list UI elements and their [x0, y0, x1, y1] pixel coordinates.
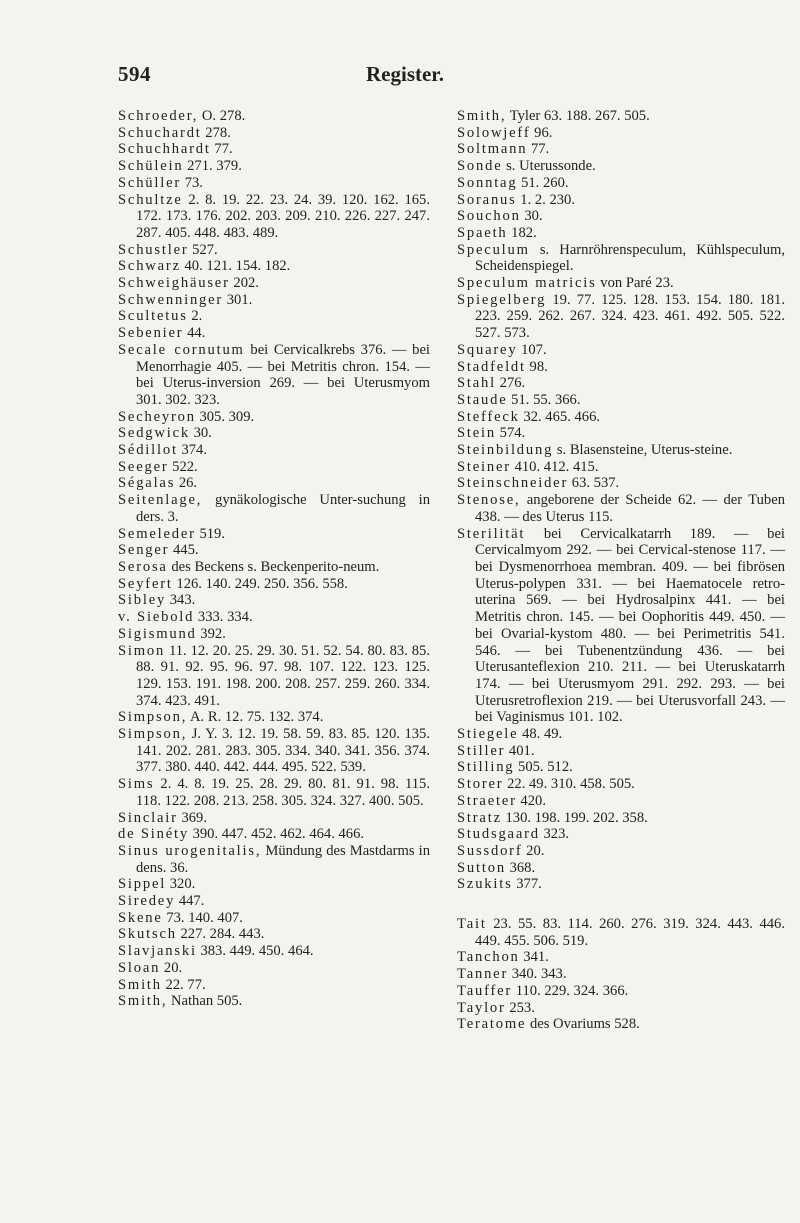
index-entry — [118, 192, 430, 242]
entry-references: 40. 121. 154. 182. — [180, 258, 291, 275]
entry-name: Slavjanski — [118, 943, 197, 960]
entry-name: Steinschneider — [457, 475, 569, 492]
entry-references: 505. 512. — [514, 759, 573, 776]
entry-references: 519. — [195, 525, 225, 542]
index-entry — [118, 893, 430, 910]
entry-name: Sloan — [118, 959, 161, 976]
index-entry — [457, 108, 785, 125]
entry-name: Simpson, — [118, 709, 188, 726]
entry-references: 22. 49. 310. 458. 505. — [503, 776, 635, 793]
index-entry — [118, 292, 430, 309]
entry-name: Ségalas — [118, 475, 176, 492]
index-entry — [457, 826, 785, 843]
index-entry — [118, 409, 430, 426]
entry-name: Sibley — [118, 592, 167, 609]
index-entry — [118, 876, 430, 893]
index-entry — [118, 559, 430, 576]
entry-references: s. Harnröhrenspeculum, Kühlspeculum, Scheidenspiegel. — [475, 241, 785, 275]
index-entry — [457, 292, 785, 342]
entry-references: 63. 537. — [568, 475, 620, 492]
entry-name: Schroeder, — [118, 108, 199, 124]
entry-name: Straeter — [457, 792, 517, 809]
entry-references: 301. — [223, 291, 253, 308]
entry-name: Siredey — [118, 893, 176, 910]
entry-name: Schwenninger — [118, 291, 224, 308]
entry-references: 369. — [177, 809, 207, 826]
entry-references: 278. — [201, 124, 231, 141]
index-entry — [457, 225, 785, 242]
entry-references: 341. — [519, 949, 549, 966]
index-entry — [118, 492, 430, 525]
index-entry — [457, 726, 785, 743]
entry-name: Speculum — [457, 241, 530, 258]
index-entry — [118, 108, 430, 125]
index-column-right — [457, 108, 785, 1033]
entry-references: 51. 260. — [517, 174, 569, 191]
entry-name: Souchon — [457, 208, 521, 225]
index-entry — [118, 592, 430, 609]
entry-references: 26. — [175, 475, 198, 492]
entry-name: Stenose, — [457, 492, 521, 509]
index-entry — [118, 726, 430, 776]
entry-references: 30. — [520, 208, 543, 225]
entry-name: Simon — [118, 642, 166, 659]
entry-references: 447. — [175, 893, 205, 910]
entry-references: 377. — [512, 876, 542, 893]
index-entry — [457, 409, 785, 426]
entry-name: Soranus — [457, 191, 517, 208]
entry-references: 227. 284. 443. — [176, 926, 265, 943]
index-entry — [457, 810, 785, 827]
index-entry — [457, 949, 785, 966]
entry-references: 333. 334. — [194, 609, 253, 626]
entry-references: 253. — [505, 999, 535, 1016]
entry-references: 2. 4. 8. 19. 25. 28. 29. 80. 81. 91. 98. 115. 118. 122. 208. 213. 258. 305. 324. 327. 400. 505. — [136, 776, 430, 809]
index-entry — [118, 977, 430, 994]
entry-references: 73. 140. 407. — [162, 909, 243, 926]
index-entry — [457, 916, 785, 949]
running-title: Register. — [366, 62, 444, 86]
entry-references: angeborene der Scheide 62. — der Tuben 438. — des Uterus 115. — [475, 492, 785, 525]
entry-references: 271. 379. — [183, 158, 242, 175]
entry-name: Secale cornutum — [118, 341, 245, 358]
entry-name: Storer — [457, 776, 504, 793]
index-entry — [118, 526, 430, 543]
entry-references: 390. 447. 452. 462. 464. 466. — [188, 826, 365, 843]
entry-references: 73. — [181, 174, 203, 191]
index-entry — [457, 375, 785, 392]
entry-references: 77. — [527, 141, 550, 158]
entry-name: Sippel — [118, 876, 167, 893]
index-entry — [118, 459, 430, 476]
entry-name: Steffeck — [457, 408, 520, 425]
index-entry — [118, 943, 430, 960]
entry-name: Sédillot — [118, 442, 178, 459]
entry-references: 340. 343. — [508, 966, 567, 983]
entry-name: Sonntag — [457, 174, 518, 191]
index-entry — [118, 141, 430, 158]
index-entry — [457, 392, 785, 409]
entry-name: Semeleder — [118, 525, 196, 542]
index-entry — [118, 158, 430, 175]
entry-name: Sinus urogenitalis, — [118, 842, 262, 859]
index-entry — [118, 643, 430, 710]
entry-references: 420. — [516, 792, 546, 809]
entry-name: Simpson, — [118, 726, 188, 743]
entry-name: Speculum matricis — [457, 275, 597, 292]
entry-references: 323. — [539, 826, 570, 843]
entry-name: Sussdorf — [457, 842, 523, 859]
index-entry — [457, 425, 785, 442]
index-entry — [457, 793, 785, 810]
index-entry — [457, 275, 785, 292]
index-entry — [457, 342, 785, 359]
entry-references: des Beckens s. Beckenperito-neum. — [167, 558, 380, 575]
entry-name: Schüller — [118, 174, 182, 191]
entry-references: 2. — [187, 308, 203, 325]
entry-references: 445. — [169, 542, 199, 559]
index-entry — [118, 275, 430, 292]
entry-references: 19. 77. 125. 128. 153. 154. 180. 181. 223. 259. 262. 267. 324. 423. 461. 492. 505. 522. 527. 573. — [475, 291, 785, 342]
index-entry — [118, 810, 430, 827]
entry-name: Smith, — [457, 108, 507, 124]
entry-name: Schweighäuser — [118, 275, 230, 292]
entry-name: Tanner — [457, 966, 509, 983]
index-entry — [457, 175, 785, 192]
index-entry — [457, 966, 785, 983]
entry-name: Stahl — [457, 375, 496, 392]
entry-references: 305. 309. — [195, 408, 255, 425]
entry-name: Smith — [118, 976, 162, 993]
index-entry — [118, 826, 430, 843]
entry-references: 202. — [229, 275, 259, 292]
entry-name: Skene — [118, 909, 163, 926]
index-entry — [118, 442, 430, 459]
index-entry — [457, 843, 785, 860]
entry-name: Schuchardt — [118, 124, 202, 141]
index-entry — [118, 425, 430, 442]
entry-name: Scultetus — [118, 308, 188, 325]
index-entry — [118, 843, 430, 876]
entry-name: Tait — [457, 916, 487, 933]
index-entry — [457, 192, 785, 209]
index-entry — [118, 242, 430, 259]
index-column-left — [118, 108, 430, 1010]
entry-name: Steinbildung — [457, 442, 554, 459]
index-entry — [118, 960, 430, 977]
index-entry — [457, 442, 785, 459]
index-entry — [118, 175, 430, 192]
entry-references: 22. 77. — [161, 976, 206, 993]
entry-references: 343. — [166, 592, 196, 609]
entry-name: Spiegelberg — [457, 291, 547, 308]
entry-references: 276. — [496, 375, 526, 392]
entry-name: Stein — [457, 425, 496, 442]
entry-references: bei Cervicalkrebs 376. — bei Menorrhagie 405. — bei Metritis chron. 154. — bei Uterus-inversion 269. — bei Uterusmyom 301. 302. 323. — [136, 341, 430, 408]
entry-references: 23. 55. 83. 114. 260. 276. 319. 324. 443. 446. 449. 455. 506. 519. — [475, 916, 785, 949]
entry-name: Taylor — [457, 999, 506, 1016]
entry-name: Sonde — [457, 158, 503, 175]
entry-name: Solowjeff — [457, 124, 531, 141]
index-entry — [457, 776, 785, 793]
entry-name: Schülein — [118, 158, 184, 175]
entry-name: Seeger — [118, 458, 169, 475]
index-entry — [118, 609, 430, 626]
index-entry — [457, 743, 785, 760]
entry-name: Sedgwick — [118, 425, 190, 442]
entry-references: 182. — [507, 224, 537, 241]
entry-references: 522. — [168, 458, 198, 475]
page-number: 594 — [118, 62, 151, 86]
entry-references: 11. 12. 20. 25. 29. 30. 51. 52. 54. 80. 83. 85. 88. 91. 92. 95. 96. 97. 98. 107. 122. 123. 125. 129. 153. 191. 198. 200. 208. 257. 259. 260. 334. 374. 423. 491. — [136, 642, 430, 709]
index-entry — [457, 158, 785, 175]
entry-references: J. Y. 3. 12. 19. 58. 59. 83. 85. 120. 135. 141. 202. 281. 283. 305. 334. 340. 341. 356. 374. 377. 380. 440. 442. 444. 495. 522. 539. — [136, 726, 430, 776]
entry-name: v. Siebold — [118, 609, 195, 626]
entry-references: O. 278. — [198, 108, 246, 124]
entry-name: Staude — [457, 391, 508, 408]
entry-name: Stratz — [457, 809, 502, 826]
entry-name: Sigismund — [118, 625, 197, 642]
entry-name: Sinclair — [118, 809, 178, 826]
entry-name: Squarey — [457, 341, 518, 358]
index-entry — [457, 876, 785, 893]
entry-name: Szukits — [457, 876, 513, 893]
entry-references: s. Blasensteine, Uterus-steine. — [553, 442, 733, 459]
entry-references: gynäkologische Unter-suchung in ders. 3. — [136, 492, 430, 525]
entry-name: Studsgaard — [457, 826, 540, 843]
index-entry — [118, 258, 430, 275]
entry-name: Spaeth — [457, 224, 508, 241]
entry-name: Serosa — [118, 558, 168, 575]
entry-name: Stilling — [457, 759, 515, 776]
index-entry — [118, 325, 430, 342]
entry-references: 574. — [496, 425, 526, 442]
index-entry — [118, 910, 430, 927]
entry-name: Seyfert — [118, 575, 173, 592]
index-entry — [118, 576, 430, 593]
entry-name: Seitenlage, — [118, 492, 203, 509]
entry-references: 401. — [505, 742, 535, 759]
entry-name: Sebenier — [118, 325, 184, 342]
index-entry — [118, 308, 430, 325]
entry-references: 51. 55. 366. — [507, 391, 581, 408]
entry-references: s. Uterussonde. — [502, 158, 596, 175]
entry-references: 130. 198. 199. 202. 358. — [501, 809, 648, 826]
index-entry — [457, 242, 785, 275]
entry-references: 44. — [183, 325, 206, 342]
index-entry — [118, 709, 430, 726]
index-entry — [457, 475, 785, 492]
index-entry — [118, 926, 430, 943]
index-entry — [457, 983, 785, 1000]
index-entry — [118, 125, 430, 142]
index-entry — [457, 141, 785, 158]
entry-name: Soltmann — [457, 141, 528, 158]
entry-name: Steiner — [457, 458, 511, 475]
index-entry — [457, 459, 785, 476]
entry-name: Stiller — [457, 742, 506, 759]
index-entry — [457, 492, 785, 525]
entry-references: 1. 2. 230. — [516, 191, 575, 208]
index-entry — [457, 860, 785, 877]
entry-name: Tanchon — [457, 949, 520, 966]
entry-references: 20. — [522, 842, 545, 859]
entry-references: A. R. 12. 75. 132. 374. — [187, 709, 324, 726]
entry-references: 48. 49. — [518, 726, 563, 743]
index-entry — [457, 759, 785, 776]
entry-name: Tauffer — [457, 982, 513, 999]
entry-references: des Ovariums 528. — [526, 1016, 640, 1033]
index-entry — [457, 1016, 785, 1033]
entry-references: 96. — [530, 124, 553, 141]
entry-references: 410. 412. 415. — [510, 458, 599, 475]
entry-references: Nathan 505. — [167, 993, 243, 1010]
entry-name: Sutton — [457, 859, 506, 876]
entry-name: Sims — [118, 776, 155, 793]
entry-name: Sterilität — [457, 525, 526, 542]
entry-references: 77. — [210, 141, 233, 158]
entry-name: Stiegele — [457, 726, 519, 743]
entry-references: von Paré 23. — [596, 275, 674, 292]
entry-name: de Sinéty — [118, 826, 189, 843]
entry-name: Skutsch — [118, 926, 177, 943]
entry-references: 107. — [517, 341, 547, 358]
entry-references: 30. — [189, 425, 212, 442]
index-entry — [118, 626, 430, 643]
entry-name: Secheyron — [118, 408, 196, 425]
entry-references: 110. 229. 324. 366. — [512, 982, 629, 999]
entry-name: Schultze — [118, 191, 183, 208]
entry-references: Mündung des Mastdarms in dens. 36. — [136, 842, 431, 876]
page-header — [0, 62, 800, 92]
entry-references: 32. 465. 466. — [519, 408, 601, 425]
index-entry — [457, 526, 785, 726]
index-entry — [457, 208, 785, 225]
entry-references: 392. — [196, 625, 226, 642]
index-entry — [457, 1000, 785, 1017]
entry-name: Smith, — [118, 993, 168, 1010]
index-entry — [457, 359, 785, 376]
index-entry — [118, 475, 430, 492]
entry-references: 320. — [166, 876, 196, 893]
index-entry — [118, 342, 430, 409]
entry-references: 20. — [160, 959, 183, 976]
entry-name: Schwarz — [118, 258, 181, 275]
entry-name: Senger — [118, 542, 170, 559]
index-entry — [118, 776, 430, 809]
entry-references: bei Cervicalkatarrh 189. — bei Cervicalmyom 292. — bei Cervical-stenose 117. — bei Dysmenorrhoea membran. 409. — bei fibrösen Uterus-polypen 331. — bei Haematocele retro-uterina 569. — bei Hydrosalpinx 441. — bei Metritis chron. 145. — bei Oophoritis 449. 450. — bei Ovarial-kystom 480. — bei Perimetritis 541. 546. — bei Tubenentzündung 436. — bei Uterusanteflexion 210. 211. — bei Uteruskatarrh 174. — bei Uterusmyom 291. 292. 293. — bei Uterusretroflexion 219. — bei Uterusvorfall 243. — bei Vaginismus 101. 102. — [475, 525, 785, 726]
index-entry — [118, 993, 430, 1010]
entry-references: 383. 449. 450. 464. — [196, 943, 314, 960]
entry-references: 368. — [505, 859, 536, 876]
entry-name: Schustler — [118, 241, 189, 258]
index-entry — [118, 542, 430, 559]
index-entry — [457, 125, 785, 142]
entry-references: 126. 140. 249. 250. 356. 558. — [172, 575, 348, 592]
entry-references: Tyler 63. 188. 267. 505. — [506, 108, 650, 124]
entry-references: 374. — [177, 442, 207, 459]
entry-name: Schuchhardt — [118, 141, 211, 158]
entry-references: 527. — [188, 241, 218, 258]
entry-references: 2. 8. 19. 22. 23. 24. 39. 120. 162. 165. 172. 173. 176. 202. 203. 209. 210. 226. 227. 247. 287. 405. 448. 483. 489. — [136, 191, 430, 241]
entry-name: Stadfeldt — [457, 358, 526, 375]
entry-name: Teratome — [457, 1016, 527, 1033]
entry-references: 98. — [525, 358, 548, 375]
